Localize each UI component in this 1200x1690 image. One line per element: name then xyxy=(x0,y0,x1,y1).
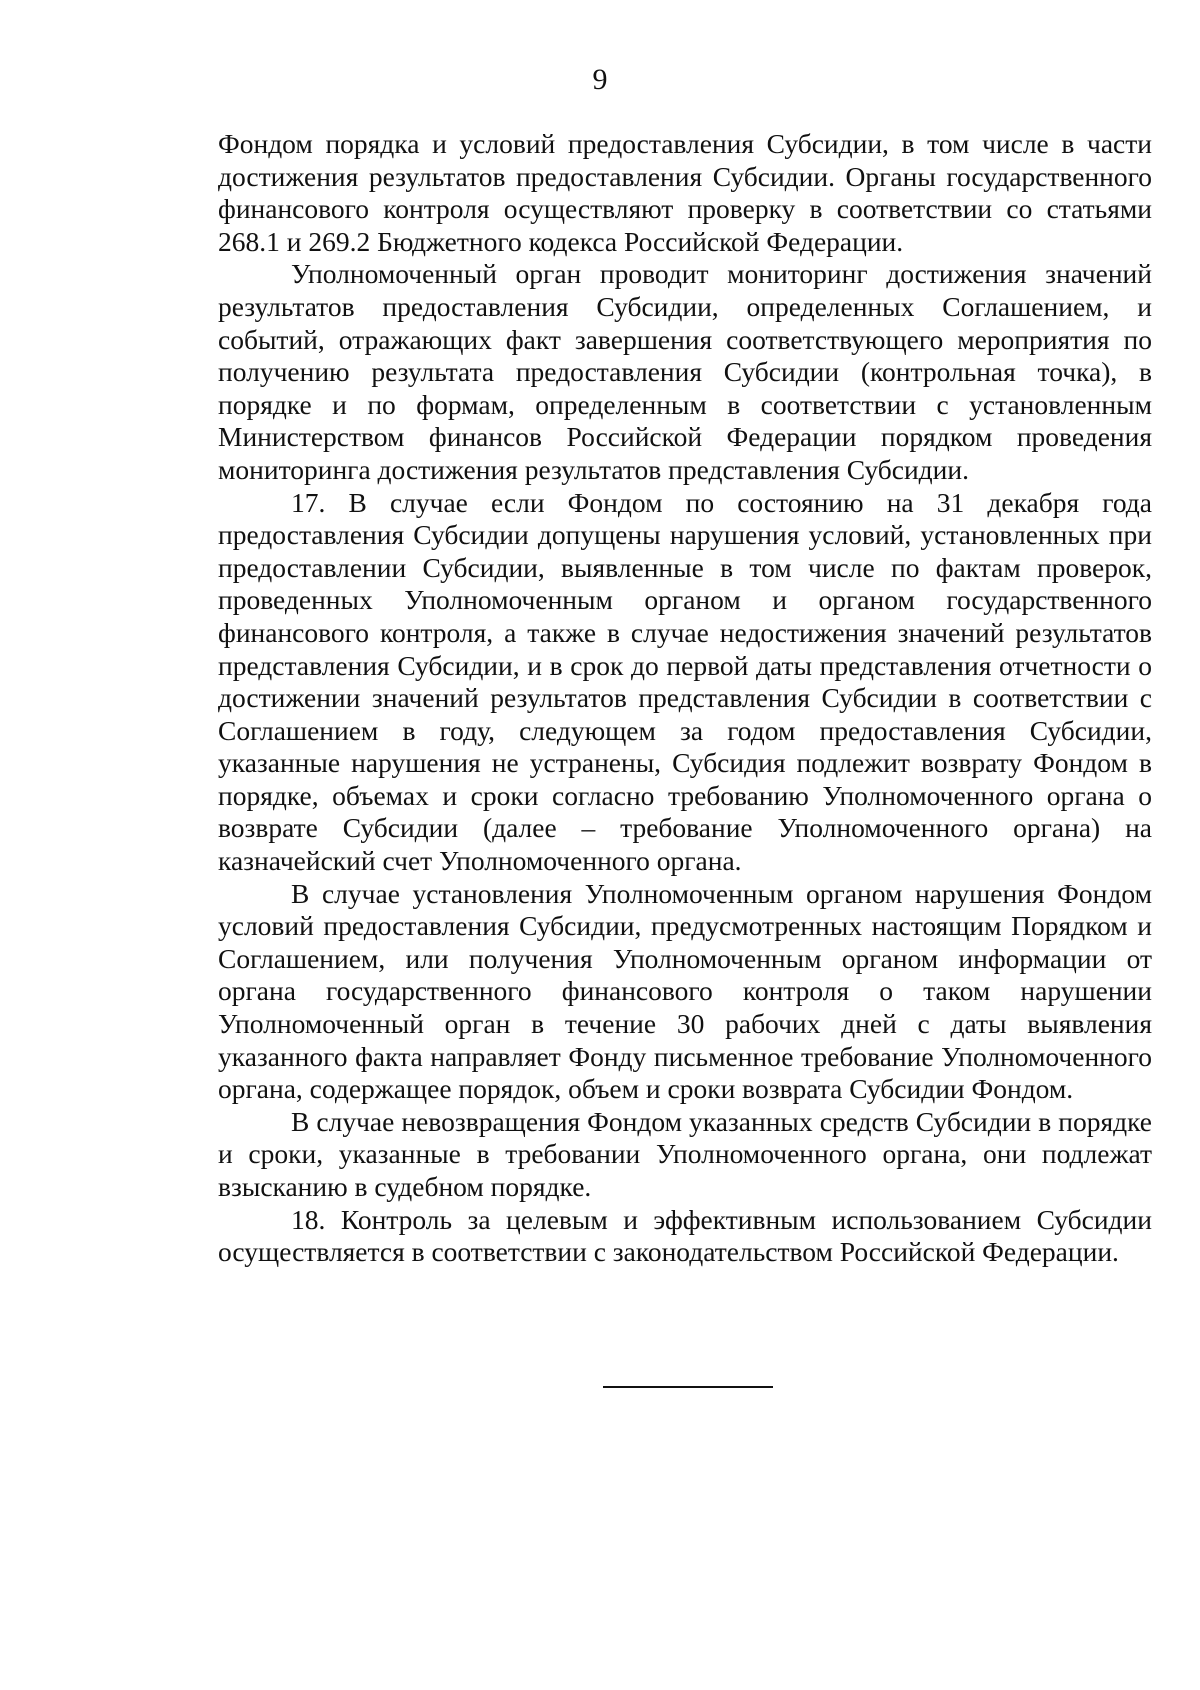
paragraph-item-18: 18. Контроль за целевым и эффективным использованием Субсидии осуществляется в соответствии с законодательством Российской Федерации. xyxy=(218,1203,1152,1268)
paragraph-continuation: Фондом порядка и условий предоставления Субсидии, в том числе в части достижения результатов предоставления Субсидии. Органы государственного финансового контроля осуществляют проверку в соответствии со статьями 268.1 и 269.2 Бюджетного кодекса Российской Федерации. xyxy=(218,128,1152,257)
paragraph-item-17: 17. В случае если Фондом по состоянию на 31 декабря года предоставления Субсидии допущены нарушения условий, установленных при предоставлении Субсидии, выявленные в том числе по фактам проверок, проведенных Уполномоченным органом и органом государственного финансового контроля, а также в случае недостижения значений результатов представления Субсидии, и в срок до первой даты представления отчетности о достижении значений результатов представления Субсидии в соответствии с Соглашением в году, следующем за годом предоставления Субсидии, указанные нарушения не устранены, Субсидия подлежит возврату Фондом в порядке, объемах и сроки согласно требованию Уполномоченного органа о возврате Субсидии (далее – требование Уполномоченного органа) на казначейский счет Уполномоченного органа. xyxy=(218,486,1152,877)
paragraph-violation-notice: В случае установления Уполномоченным органом нарушения Фондом условий предоставления Субсидии, предусмотренных настоящим Порядком и Соглашением, или получения Уполномоченным органом информации от органа государственного финансового контроля о таком нарушении Уполномоченный орган в течение 30 рабочих дней с даты выявления указанного факта направляет Фонду письменное требование Уполномоченного органа, содержащее порядок, объем и сроки возврата Субсидии Фондом. xyxy=(218,877,1152,1105)
paragraph-court-recovery: В случае невозвращения Фондом указанных средств Субсидии в порядке и сроки, указанные в требовании Уполномоченного органа, они подлежат взысканию в судебном порядке. xyxy=(218,1105,1152,1202)
page-number: 9 xyxy=(592,63,608,96)
end-of-text-rule xyxy=(603,1386,773,1388)
document-body xyxy=(218,128,1152,1269)
paragraph-monitoring: Уполномоченный орган проводит мониторинг достижения значений результатов предоставления Субсидии, определенных Соглашением, и событий, отражающих факт завершения соответствующего мероприятия по получению результата предоставления Субсидии (контрольная точка), в порядке и по формам, определенным в соответствии с установленным Министерством финансов Российской Федерации порядком проведения мониторинга достижения результатов представления Субсидии. xyxy=(218,258,1152,485)
